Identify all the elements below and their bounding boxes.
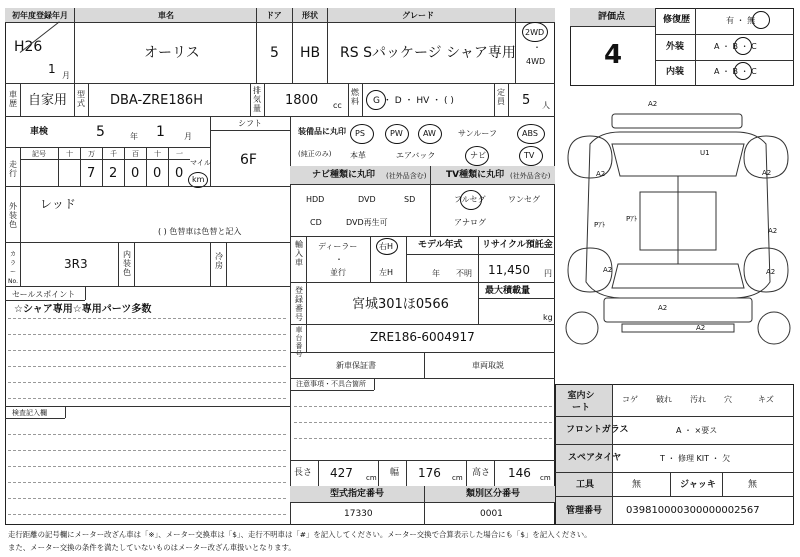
plate-number: 宮城301ほ0566	[352, 297, 449, 312]
reg-month: 1	[48, 62, 56, 76]
equipment-item: AW	[423, 129, 436, 138]
odometer-digit: 0	[153, 166, 162, 181]
diagram-label: A2	[658, 304, 668, 312]
drive-dot: ・	[533, 43, 541, 52]
model-year-unknown: 不明	[456, 269, 472, 278]
seat-item: 穴	[724, 395, 732, 404]
diagram-label: Pｱﾄ	[594, 221, 606, 229]
odometer-digit-label: 十	[66, 150, 73, 158]
equipment-item: TV	[524, 151, 535, 160]
equipment-sub: (純正のみ)	[298, 150, 332, 158]
model-code: DBA-ZRE186H	[110, 93, 203, 108]
month-unit: 月	[184, 132, 192, 141]
notes-label: 注意事項・不具合箇所	[296, 380, 366, 388]
registration-label: 登録番号	[295, 286, 303, 322]
seat-label: 室内シート	[567, 391, 595, 413]
check-label: 検査記入欄	[12, 409, 47, 417]
odometer-divider	[58, 147, 59, 186]
color-label: 外装色	[9, 202, 17, 229]
grade-label: グレード	[402, 11, 434, 20]
model-label: 型式	[77, 90, 85, 108]
import-left: 左H	[379, 268, 394, 277]
equipment-item: エアバック	[396, 151, 436, 160]
tv-label: TV種類に丸印	[446, 170, 505, 180]
fuel-options: G ・ D ・ HV ・ ( )	[373, 96, 454, 106]
length-cm: cm	[366, 474, 377, 482]
odometer-digit-label: 十	[154, 150, 161, 158]
seat-item: 汚れ	[690, 395, 706, 404]
shift-value: 6F	[240, 152, 257, 168]
interior-abc: A ・ B ・ C	[714, 67, 757, 76]
reg-month-unit: 月	[62, 71, 70, 80]
odometer-divider	[146, 147, 147, 186]
equipment-item: 本革	[350, 151, 366, 160]
recycle-amount: 11,450	[488, 263, 530, 277]
navi-item: DVD	[358, 195, 376, 204]
sales-text: ☆シャア専用☆専用パーツ多数	[14, 304, 152, 315]
length-label: 長さ	[294, 468, 313, 478]
height-cm: cm	[540, 474, 551, 482]
fridge-label: 冷房	[215, 252, 223, 270]
shape: HB	[300, 45, 321, 61]
repair-none-circle	[752, 11, 770, 29]
equipment-item: ナビ	[470, 151, 486, 160]
reg-year: H26	[14, 39, 43, 55]
car-damage-diagram	[560, 92, 796, 382]
height-value: 146	[508, 466, 531, 480]
capacity-label: 定員	[497, 88, 505, 106]
odometer-digit-label: 千	[110, 150, 117, 158]
disp-label: 排気量	[253, 86, 261, 113]
navi-item: SD	[404, 195, 416, 204]
class-no: 0001	[480, 509, 503, 519]
repair-label: 修復歴	[663, 15, 691, 25]
odometer-divider	[102, 147, 103, 186]
kg-unit: kg	[543, 313, 553, 322]
width-value: 176	[418, 466, 441, 480]
diagram-label: A2	[762, 169, 772, 177]
score-value: 4	[604, 40, 623, 70]
odometer-digit: 0	[175, 166, 184, 181]
symbol-label: 記号	[32, 150, 46, 158]
type-no-label: 型式指定番号	[330, 489, 385, 499]
navi-sub: (社外品含む)	[386, 172, 427, 180]
model-year-label: モデル年式	[418, 240, 463, 250]
color-no-label: カラーNo.	[8, 251, 18, 285]
exterior-b-circle	[734, 37, 752, 55]
tools-label: 工具	[576, 480, 595, 490]
odometer-digit: 7	[87, 166, 96, 181]
color-value: レッド	[40, 197, 76, 211]
first-reg-label: 初年度登録年月	[12, 11, 68, 20]
jack-label: ジャッキ	[680, 480, 716, 490]
displacement: 1800	[285, 93, 319, 108]
interior-b-circle	[734, 62, 752, 80]
odometer-divider	[80, 147, 81, 186]
import-dot: ・	[335, 255, 343, 264]
diagram-label: A2	[648, 100, 658, 108]
inspection-label: 車検	[30, 127, 49, 137]
exterior-abc: A ・ B ・ C	[714, 42, 757, 51]
diagram-label: U1	[700, 149, 710, 157]
diagram-label: Pｱﾄ	[626, 215, 638, 223]
width-label: 幅	[390, 468, 400, 478]
km-label: km	[192, 175, 205, 184]
seat-item: 破れ	[656, 395, 672, 404]
height-label: 高さ	[472, 468, 491, 478]
drive-4wd: 4WD	[526, 57, 546, 66]
navi-item: CD	[310, 218, 322, 227]
year-unit: 年	[130, 132, 138, 141]
diagram-label: A2	[768, 227, 778, 235]
odometer-digit: 0	[131, 166, 140, 181]
length-value: 427	[330, 466, 353, 480]
load-label: 最大積載量	[485, 286, 531, 296]
exterior-label: 外装	[666, 42, 685, 52]
odometer-digit: 2	[109, 166, 118, 181]
equipment-item: ABS	[522, 129, 538, 138]
equipment-label: 装備品に丸印	[298, 127, 346, 136]
doors: 5	[270, 45, 279, 61]
recycle-label: リサイクル預託金	[482, 240, 553, 250]
diagram-label: A2	[603, 266, 613, 274]
tools-value: 無	[632, 480, 642, 490]
class-no-label: 類別区分番号	[466, 489, 521, 499]
usage-label: 車歴	[9, 90, 17, 108]
interior-color-label: 内装色	[123, 250, 131, 277]
import-right: 右H	[379, 242, 394, 251]
car-name: オーリス	[144, 45, 200, 61]
car-name-label: 車名	[158, 11, 174, 20]
tv-item: アナログ	[454, 218, 486, 227]
seat-item: コゲ	[622, 395, 638, 404]
spare-label: スペアタイヤ	[568, 453, 622, 463]
equipment-item: サンルーフ	[458, 129, 497, 138]
sales-label: セールスポイント	[12, 290, 76, 299]
inspection-month: 1	[156, 124, 165, 140]
navi-item: HDD	[306, 195, 325, 204]
model-year-unit: 年	[432, 269, 440, 278]
glass-label: フロントガラス	[566, 425, 629, 435]
jack-value: 無	[748, 480, 758, 490]
glass-value: A ・ ×要ス	[676, 426, 718, 435]
mileage-label: 走行	[9, 160, 17, 178]
score-label: 評価点	[598, 12, 626, 22]
fuel-label: 燃料	[351, 88, 359, 106]
equipment-item: PW	[390, 129, 403, 138]
footer-line2: また、メーター交換の条件を満たしていないものはメーター改ざん車扱いとなります。	[8, 543, 296, 552]
chassis-number: ZRE186-6004917	[370, 330, 475, 344]
doors-label: ドア	[266, 11, 282, 20]
odometer-divider	[124, 147, 125, 186]
color-no: 3R3	[64, 257, 88, 271]
tv-item: フルセグ	[454, 195, 486, 204]
footer-line1: 走行距離の記号欄にメーター改ざん車は「※」、メーター交換車は「$」、走行不明車は「#」を記入してください。メーター交換で合算表示した場合にも「$」を記入ください。	[8, 530, 592, 539]
mgmt-number: 039810000300000002567	[626, 505, 760, 516]
warranty-label: 新車保証書	[336, 361, 376, 370]
odometer-digit-label: 万	[88, 150, 95, 158]
odometer-digit-label: 百	[132, 150, 139, 158]
odometer-digit-label: 一	[176, 150, 183, 158]
fuel-g-circle	[366, 90, 386, 110]
capacity: 5	[522, 93, 531, 108]
navi-label: ナビ種類に丸印	[312, 170, 376, 180]
inspection-year: 5	[96, 124, 105, 140]
shift-label: シフト	[238, 119, 262, 128]
tv-item: ワンセグ	[508, 195, 540, 204]
tv-sub: (社外品含む)	[510, 172, 551, 180]
color-note: ( ) 色替車は色替と記入	[158, 227, 242, 236]
import-dealer: ディーラー	[318, 242, 358, 251]
yen-unit: 円	[544, 269, 552, 278]
equipment-item: PS	[355, 129, 365, 138]
mgmt-label: 管理番号	[566, 506, 603, 516]
odometer-divider	[168, 147, 169, 186]
cc-unit: cc	[333, 101, 342, 110]
shape-label: 形状	[302, 11, 318, 20]
manual-label: 車両取説	[472, 361, 504, 370]
width-cm: cm	[452, 474, 463, 482]
diagram-label: A2	[596, 170, 606, 178]
type-no: 17330	[344, 509, 373, 519]
import-parallel: 並行	[330, 268, 346, 277]
interior-label: 内装	[666, 67, 685, 77]
repair-options: 有 ・ 無	[726, 16, 756, 25]
chassis-label: 車台番号	[295, 326, 303, 358]
diagram-label: A2	[696, 324, 706, 332]
spare-value: T ・ 修理 KIT ・ 欠	[660, 454, 731, 463]
grade: RS Sパッケージ シャア専用	[340, 45, 516, 61]
usage-value: 自家用	[28, 93, 68, 108]
seat-item: キズ	[758, 395, 774, 404]
import-label: 輸入車	[295, 240, 303, 267]
navi-item: DVD再生可	[346, 218, 388, 227]
person-unit: 人	[542, 101, 550, 110]
drive-2wd: 2WD	[525, 28, 545, 37]
mile-label: マイル	[190, 159, 211, 167]
diagram-label: A2	[766, 268, 776, 276]
